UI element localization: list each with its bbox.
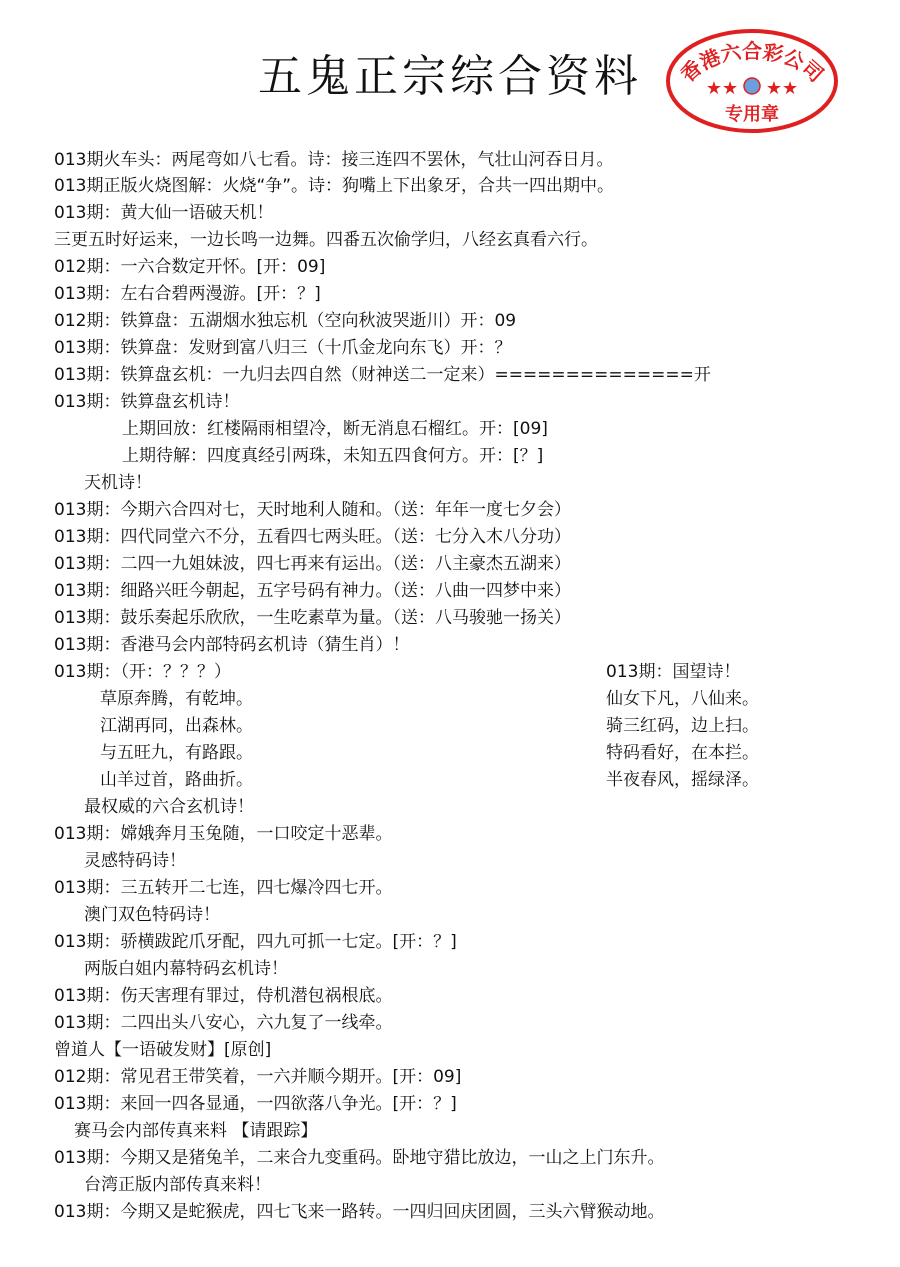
page-title: 五鬼正宗综合资料 — [258, 51, 642, 102]
text-line: 013期：左右合碧两漫游。[开：？] — [54, 284, 321, 304]
section-heading: 灵感特码诗！ — [84, 851, 186, 871]
text-line: 012期：铁算盘：五湖烟水独忘机（空向秋波哭逝川）开：09 — [54, 311, 517, 331]
text-line: 013期：香港马会内部特码玄机诗（猜生肖）！ — [54, 635, 410, 655]
side-poem-title: 013期：国望诗！ — [606, 662, 741, 682]
poem-line: 江湖再同，出森林。 — [100, 716, 253, 736]
section-heading: 曾道人【一语破发财】[原创] — [54, 1040, 272, 1060]
text-line: 013期：细路兴旺今朝起，五字号码有神力。（送：八曲一四梦中来） — [54, 581, 571, 601]
section-heading: 天机诗！ — [84, 473, 152, 493]
text-line: 013期：二四一九姐妹波，四七再来有运出。（送：八主豪杰五湖来） — [54, 554, 571, 574]
text-line: 013期：伤天害理有罪过，侍机潜包祸根底。 — [54, 986, 393, 1006]
text-line: 012期：一六合数定开怀。[开：09] — [54, 257, 326, 277]
text-line: 013期：（开：？？？） — [54, 662, 231, 682]
text-line: 013期：骄横跋跎爪牙配，四九可抓一七定。[开：？] — [54, 932, 457, 952]
svg-text:香港六合彩公司: 香港六合彩公司 — [675, 39, 829, 87]
poem-line: 草原奔腾，有乾坤。 — [100, 689, 253, 709]
side-poem-line: 特码看好，在本拦。 — [606, 743, 759, 763]
text-line: 013期：黄大仙一语破天机！ — [54, 203, 274, 223]
text-line: 013期：四代同堂六不分，五看四七两头旺。（送：七分入木八分功） — [54, 527, 571, 547]
section-heading: 最权威的六合玄机诗！ — [84, 797, 254, 817]
svg-text:★★: ★★ — [765, 78, 799, 99]
section-heading: 赛马会内部传真来料 【请跟踪】 — [74, 1121, 318, 1141]
text-line: 013期火车头：两尾弯如八七看。诗：接三连四不罢休，气壮山河吞日月。 — [54, 150, 614, 170]
text-line: 013期：铁算盘玄机：一九归去四自然（财神送二一定来）==============开 — [54, 365, 711, 385]
section-heading: 澳门双色特码诗！ — [84, 905, 220, 925]
section-heading: 台湾正版内部传真来料！ — [84, 1175, 271, 1195]
text-line: 013期：来回一四各显通，一四欲落八争光。[开：？] — [54, 1094, 457, 1114]
text-line: 013期：铁算盘玄机诗！ — [54, 392, 240, 412]
side-poem-line: 半夜春风，摇绿泽。 — [606, 770, 759, 790]
svg-text:专用章: 专用章 — [725, 104, 779, 125]
text-line: 013期：三五转开二七连，四七爆冷四七开。 — [54, 878, 393, 898]
text-line: 013期：今期六合四对七，天时地利人随和。（送：年年一度七夕会） — [54, 500, 571, 520]
text-line: 013期：嫦娥奔月玉兔随，一口咬定十恶辈。 — [54, 824, 393, 844]
text-line: 013期：二四出头八安心，六九复了一线牵。 — [54, 1013, 393, 1033]
text-line: 上期待解：四度真经引两珠，未知五四食何方。开：[？] — [122, 446, 544, 466]
text-line: 三更五时好运来，一边长鸣一边舞。四番五次偷学归，八经玄真看六行。 — [54, 230, 598, 250]
text-line: 013期：铁算盘：发财到富八归三（十爪金龙向东飞）开：？ — [54, 338, 512, 358]
poem-line: 与五旺九，有路跟。 — [100, 743, 253, 763]
svg-text:★★: ★★ — [705, 78, 739, 99]
poem-line: 山羊过首，路曲折。 — [100, 770, 253, 790]
text-line: 013期正版火烧图解：火烧“争”。诗：狗嘴上下出象牙，合共一四出期中。 — [54, 176, 615, 196]
section-heading: 两版白姐内幕特码玄机诗！ — [84, 959, 288, 979]
text-line: 上期回放：红楼隔雨相望冷，断无消息石榴红。开：[09] — [122, 419, 548, 439]
side-poem-line: 仙女下凡，八仙来。 — [606, 689, 759, 709]
text-line: 013期：鼓乐奏起乐欣欣，一生吃素草为量。（送：八马骏驰一扬关） — [54, 608, 571, 628]
side-poem-line: 骑三红码，边上扫。 — [606, 716, 759, 736]
text-line: 012期：常见君王带笑着，一六并顺今期开。[开：09] — [54, 1067, 462, 1087]
text-line: 013期：今期又是蛇猴虎，四七飞来一路转。一四归回庆团圆，三头六臂猴动地。 — [54, 1202, 665, 1222]
text-line: 013期：今期又是猪兔羊，二来合九变重码。卧地守猎比放边，一山之上门东升。 — [54, 1148, 665, 1168]
